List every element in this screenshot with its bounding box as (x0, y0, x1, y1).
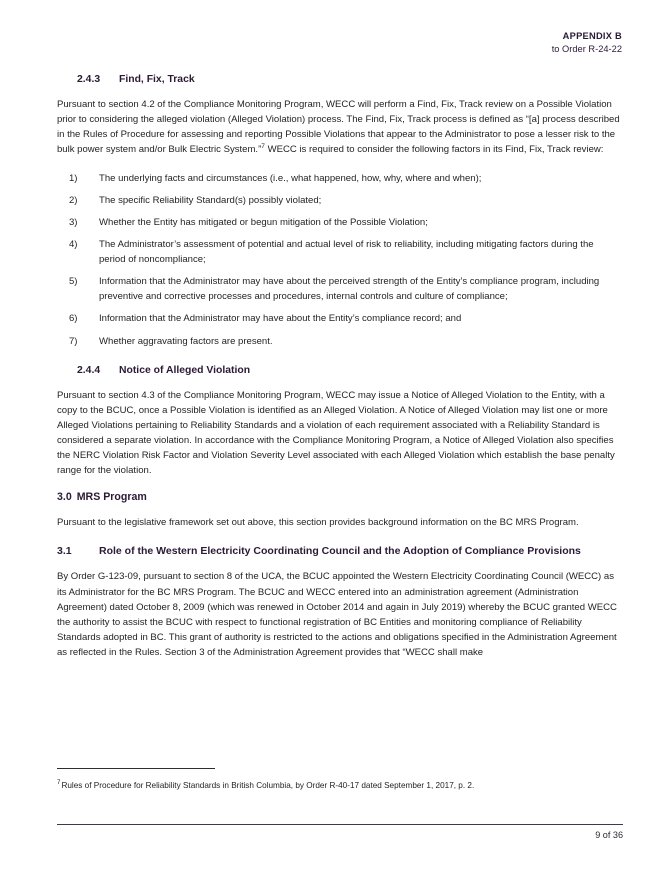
footnote-separator-rule (57, 768, 215, 769)
footnote-7 (57, 780, 623, 792)
page-number: 9 of 36 (595, 830, 623, 840)
footer-separator-rule (57, 824, 623, 825)
list-item (57, 334, 623, 349)
paragraph-2-4-3-tail: WECC is required to consider the following factors in its Find, Fix, Track review: (264, 144, 604, 156)
list-item-marker: 5) (69, 276, 78, 288)
heading-2-4-4-title: Notice of Alleged Violation (119, 364, 251, 376)
heading-2-4-4 (57, 365, 623, 376)
appendix-label: APPENDIX B (562, 31, 622, 41)
footnote-text: Rules of Procedure for Reliability Standards in British Columbia, by Order R-40-17 dated September 1, 2017, p. 2. (61, 781, 475, 790)
list-item-text: The Administrator’s assessment of potential and actual level of risk to reliability, including mitigating factors during the period of noncompliance; (99, 238, 594, 265)
document-header (552, 30, 622, 56)
footnote-marker: 7 (57, 779, 61, 787)
heading-2-4-3-number: 2.4.3 (77, 74, 101, 85)
list-item-marker: 7) (69, 335, 78, 347)
paragraph-2-4-3 (57, 97, 623, 158)
heading-3-0-number: 3.0 (57, 491, 72, 504)
list-item (57, 311, 623, 326)
heading-3-1-title: Role of the Western Electricity Coordinating Council and the Adoption of Compliance Provisions (99, 544, 581, 557)
list-item (57, 193, 623, 208)
document-footer (57, 824, 623, 840)
list-item-marker: 4) (69, 238, 78, 250)
list-item-text: Information that the Administrator may have about the perceived strength of the Entity’s compliance program, including preventive and corrective processes and procedures, internal controls and culture of compliance; (99, 276, 600, 303)
footnote-area (57, 768, 623, 792)
list-item-marker: 6) (69, 313, 78, 325)
list-item-text: The underlying facts and circumstances (i.e., what happened, how, why, where and when); (99, 172, 482, 184)
list-item-text: Information that the Administrator may have about the Entity’s compliance record; and (99, 313, 462, 325)
list-item-marker: 3) (69, 216, 78, 228)
list-item-text: Whether the Entity has mitigated or begun mitigation of the Possible Violation; (99, 216, 428, 228)
heading-3-1 (57, 544, 623, 559)
paragraph-2-4-4: Pursuant to section 4.3 of the Compliance Monitoring Program, WECC may issue a Notice of Alleged Violation to the Entity, with a copy to the BCUC, once a Possible Violation is identified as an Alleged Violation. A Notice of Alleged Violation may list one or more Alleged Violations pertaining to Reliability Standards and a violation of each requirement associated with a Reliability Standard is considered a separate violation. In accordance with the Compliance Monitoring Program, a Notice of Alleged Violation also specifies the NERC Violation Risk Factor and Violation Severity Level associated with each Alleged Violation which establish the base penalty range for the violation. (57, 389, 615, 477)
heading-2-4-4-number: 2.4.4 (77, 364, 101, 376)
list-item (57, 171, 623, 186)
paragraph-2-4-3-text: Pursuant to section 4.2 of the Compliance Monitoring Program, WECC will perform a Find, Fix, Track review on a Possible Violation prior to considering the alleged violation (Alleged Violation) process. The Find, Fix, Track process is defined as “[a] process described in the Rules of Procedure for assessing and reporting Possible Violations that appear to the Administrator to pose a lesser risk to the bulk power system and/or Bulk Electric System.” (57, 99, 620, 156)
list-item-text: The specific Reliability Standard(s) possibly violated; (99, 194, 322, 206)
list-item (57, 274, 623, 304)
heading-2-4-3-title: Find, Fix, Track (119, 74, 195, 85)
list-item-text: Whether aggravating factors are present. (99, 335, 273, 347)
list-item-marker: 1) (69, 172, 78, 184)
document-body (57, 74, 623, 660)
paragraph-3-1: By Order G-123-09, pursuant to section 8 of the UCA, the BCUC appointed the Western Electricity Coordinating Council (WECC) as its Administrator for the BC MRS Program. The BCUC and WECC entered into an administration agreement (Administration Agreement) dated October 8, 2009 (which was renewed in October 2014 and again in July 2019) whereby the BCUC granted WECC the authority to assist the BCUC with respect to functional registration of BC Entities and monitoring compliance of Reliability Standards adopted in BC. This grant of authority is restricted to the actions and obligations specified in the Administration Agreement as reflected in the Rules. Section 3 of the Administration Agreement provides that “WECC shall make (57, 571, 617, 659)
heading-3-0-title: MRS Program (76, 491, 147, 504)
list-item (57, 237, 623, 267)
list-item (57, 215, 623, 230)
find-fix-track-factors-list (57, 171, 623, 349)
list-item-marker: 2) (69, 194, 78, 206)
paragraph-3-0: Pursuant to the legislative framework set out above, this section provides background information on the BC MRS Program. (57, 517, 579, 529)
order-reference: to Order R-24-22 (551, 44, 622, 55)
heading-3-1-number: 3.1 (57, 544, 72, 557)
footnote-reference-7[interactable]: 7 (261, 143, 265, 151)
heading-2-4-3 (57, 74, 623, 85)
heading-3-0 (57, 491, 623, 503)
